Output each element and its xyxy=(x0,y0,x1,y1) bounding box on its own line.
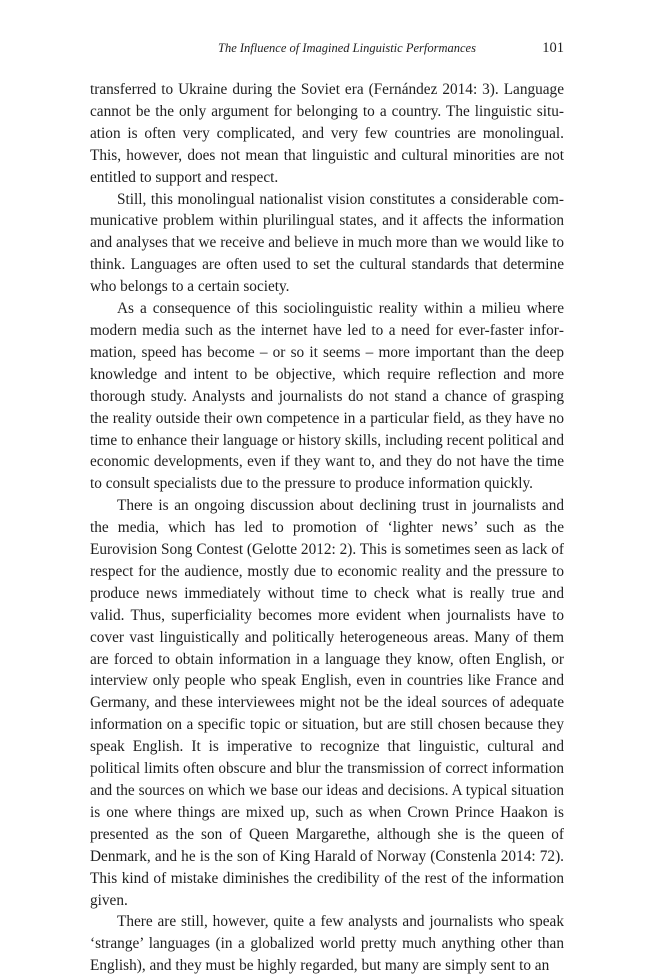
running-title: The Influence of Imagined Linguistic Performances xyxy=(218,41,476,55)
paragraph-2: Still, this monolingual nationalist vision constitutes a considerable communicative problem within plurilingual states, and it affects the information and analyses that we receive and believe in much more than we would like to think. Languages are often used to set the cultural standards that determine who belongs to a certain society. xyxy=(90,190,564,296)
paragraph-1: transferred to Ukraine during the Soviet era (Fernández 2014: 3). Language cannot be the only argument for belonging to a country. The linguistic situation is often very complicated, and very few countries are monolingual. This, however, does not mean that linguistic and cultural minorities are not entitled to support and respect. xyxy=(90,81,564,186)
body-text xyxy=(90,79,564,977)
page-number: 101 xyxy=(542,40,564,56)
paragraph-3: As a consequence of this sociolinguistic reality within a milieu where modern media such as the internet have led to a need for ever-faster information, speed has become – or so it seems – more important than the deep knowledge and intent to be objective, which require reflection and more thorough study. Analysts and journalists do not stand a chance of grasping the reality outside their own competence in a particular field, as they have no time to enhance their language or history skills, including recent political and economic developments, even if they want to, and they do not have the time to consult specialists due to the pressure to produce information quickly. xyxy=(90,300,564,493)
running-head xyxy=(90,41,564,61)
paragraph-4: There is an ongoing discussion about declining trust in journalists and the media, which has led to promotion of ‘lighter news’ such as the Eurovision Song Contest (Gelotte 2012: 2). This is sometimes seen as lack of respect for the audience, mostly due to economic reality and the pressure to produce news immediately without time to check what is really true and valid. Thus, superficiality becomes more evident when journalists have to cover vast linguistically and politically heterogeneous areas. Many of them are forced to obtain information in a language they know, often English, or interview only people who speak English, even in countries like France and Germany, and these interviewees might not be the ideal sources of adequate information on a specific topic or situation, but are still chosen because they speak English. It is imperative to recognize that linguistic, cultural and political limits often obscure and blur the transmission of correct information and the sources on which we base our ideas and decisions. A typical situation is one where things are mixed up, such as when Crown Prince Haakon is presented as the son of Queen Margarethe, although she is the queen of Denmark, and he is the son of King Harald of Norway (Constenla 2014: 72). This kind of mistake diminishes the credibility of the rest of the information given. xyxy=(90,497,564,909)
paragraph-5: There are still, however, quite a few analysts and journalists who speak ‘strange’ languages (in a globalized world pretty much anything other than English), and they must be highly regarded, but many are simply sent to an xyxy=(90,913,564,975)
